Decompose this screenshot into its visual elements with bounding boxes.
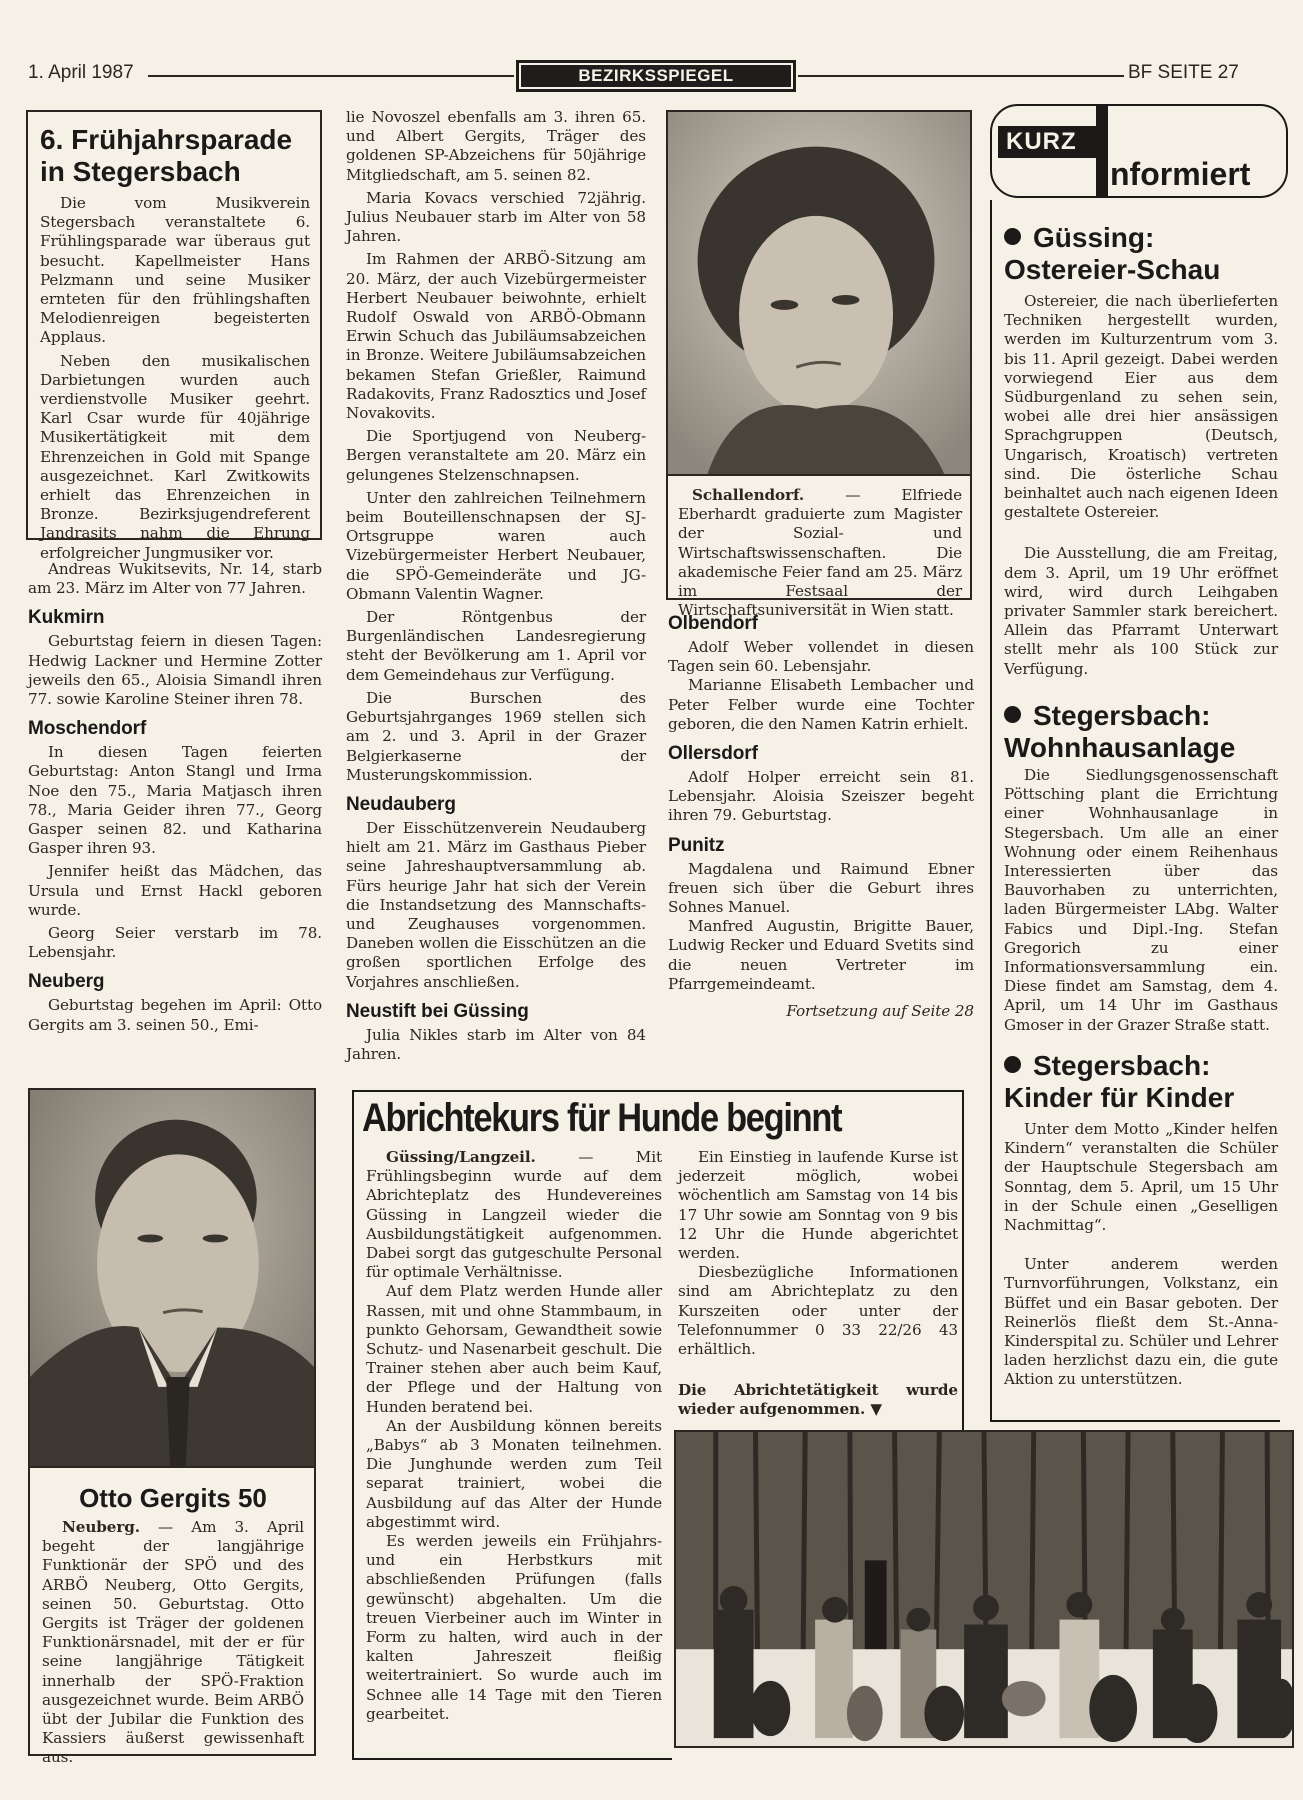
article-title: Otto Gergits 50	[79, 1483, 267, 1513]
paragraph: Ostereier, die nach überlieferten Techniken hergestellt wurden, werden im Kulturzentrum vom 3. bis 11. April gezeigt. Dabei werden vorwiegend Eier aus dem Südburgenland zu sehen sein, wobei alle drei hier ansässigen Sprachgruppen (Deutsch, Ungarisch, Kroatisch) vertreten sind. Die österliche Schau beinhaltet auch nach eigenen Ideen gestaltete Ostereier.	[1004, 292, 1278, 522]
item-title-line-2: Ostereier-Schau	[1004, 254, 1221, 285]
photo-box-eberhardt	[666, 110, 972, 620]
article-text: — Mit Frühlingsbeginn wurde auf dem Abrichteplatz des Hundevereines Güssing in Langzeil wieder die Ausbildungstätigkeit aufgenommen. Dabei sorgt das gutgeschulte Personal für optimale Verhältnisse.	[366, 1148, 662, 1282]
article-otto-gergits	[28, 1088, 316, 1767]
section-heading-neustift: Neustift bei Güssing	[346, 1000, 529, 1022]
abrichte-border-left	[352, 1090, 354, 1760]
abrichte-border-top	[352, 1090, 964, 1092]
section-heading-neudauberg: Neudauberg	[346, 793, 456, 815]
kurz-border-bottom	[990, 1420, 1280, 1422]
paragraph: Unter dem Motto „Kinder helfen Kindern“ veranstalten die Schüler der Hauptschule Stegersbach am Sonntag, dem 5. April, um 15 Uhr in der Schule einen „Geselligen Nachmittag“.	[1004, 1120, 1278, 1235]
title-line-1: 6. Frühjahrsparade	[40, 124, 293, 155]
logo-i-bar	[1096, 104, 1108, 198]
section-badge: BEZIRKSSPIEGEL	[516, 60, 796, 92]
portrait-image-icon	[30, 1090, 314, 1466]
portrait-photo-gergits	[28, 1088, 316, 1468]
paragraph: Adolf Weber vollendet in diesen Tagen sein 60. Lebensjahr.	[668, 638, 974, 676]
abrichte-border-bottom	[352, 1758, 672, 1760]
paragraph: Unter den zahlreichen Teilnehmern beim Bouteillenschnapsen der SJ-Ortsgruppe waren auch Vizebürgermeister Herbert Neubauer, die SPÖ-Gemeinderäte und JG-Obmann Valentin Wagner.	[346, 488, 646, 603]
paragraph: Der Röntgenbus der Burgenländischen Landesregierung steht der Bevölkerung am 1. April vor dem Gemeindehaus zur Verfügung.	[346, 608, 646, 684]
logo-informiert: nformiert	[1110, 156, 1251, 192]
portrait-photo-eberhardt	[666, 110, 972, 476]
item-title-line-1: Stegersbach:	[1033, 1050, 1211, 1081]
article-lead: Neuberg.	[62, 1518, 140, 1536]
paragraph: Ein Einstieg in laufende Kurse ist jederzeit möglich, wobei wöchentlich am Samstag von 14 bis 17 Uhr sowie am Sonntag von 9 bis 12 Uhr die Hunde abgerichtet werden.	[678, 1148, 958, 1263]
photo-dog-training	[674, 1430, 1294, 1748]
kurz-item-kinder	[1004, 1050, 1278, 1390]
section-heading-kukmirn: Kukmirn	[28, 607, 105, 629]
section-heading-punitz: Punitz	[668, 834, 725, 856]
paragraph: Im Rahmen der ARBÖ-Sitzung am 20. März, der auch Vizebürgermeister Herbert Neubauer beiwohnte, erhielt Rudolf Oswald von ARBÖ-Obmann Erwin Schuch das Jubiläumsabzeichen in Bronze. Weitere Jubiläumsabzeichen bekamen Stefan Grießler, Raimund Radakovits, Franz Radosztics und Josef Novakovits.	[346, 250, 646, 423]
paragraph: Es werden jeweils ein Frühjahrs- und ein Herbstkurs mit abschließenden Prüfungen (falls gewünscht) abgehalten. Um die treuen Vierbeiner auch im Winter in Form zu halten, wird auch in der kalten Jahreszeit fleißig weitertrainiert. So wurde auch im Schnee alle 14 Tage mit den Tieren gearbeitet.	[366, 1532, 662, 1723]
paragraph: Der Eisschützenverein Neudauberg hielt am 21. März im Gasthaus Pieber seine Jahreshauptversammlung ab. Fürs heurige Jahr hat sich der Verein die Instandsetzung des Mannschafts- und Zeughauses vorgenommen. Daneben wollen die Eisschützen an die großen sportlichen Erfolge des Vorjahres anschließen.	[346, 818, 646, 991]
photo-caption: Die Abrichtetätigkeit wurde wieder aufgenommen. ▼	[678, 1381, 958, 1419]
paragraph: An der Ausbildung können bereits „Babys“ ab 3 Monaten teilnehmen. Die Junghunde werden zum Teil separat trainiert, wobei die Ausbildung auf das Alter der Hunde abgestimmt wird.	[366, 1416, 662, 1531]
paragraph: Geburtstag feiern in diesen Tagen: Hedwig Lackner und Hermine Zotter jeweils den 65., Aloisia Simandl ihren 77. sowie Karoline Steiner ihren 78.	[28, 632, 322, 709]
header-rule-left	[148, 75, 514, 77]
group-photo-icon	[676, 1432, 1292, 1746]
paragraph: Auf dem Platz werden Hunde aller Rassen, mit und ohne Stammbaum, in punkto Gehorsam, Gewandtheit sowie Schutz- und Nasenarbeit geschult. Die Trainer stehen aber auch beim Kauf, der Pflege und der Haltung von Hunden beratend bei.	[366, 1282, 662, 1416]
paragraph: Maria Kovacs verschied 72jährig. Julius Neubauer starb im Alter von 58 Jahren.	[346, 188, 646, 246]
caption-text: — Elfriede Eberhardt graduierte zum Magister der Sozial- und Wirtschaftswissenschaften. Die akademische Feier fand am 25. März im Festsaal der Wirtschaftsuniversität in Wien statt.	[678, 486, 962, 620]
section-heading-ollersdorf: Ollersdorf	[668, 743, 758, 765]
section-heading-olbendorf: Olbendorf	[668, 613, 758, 634]
paragraph: Die Burschen des Geburtsjahrganges 1969 stellen sich am 2. und 3. April in der Grazer Belgierkaserne der Musterungskommission.	[346, 688, 646, 784]
abrichte-border-right	[962, 1090, 964, 1430]
article-lead: Güssing/Langzeil.	[386, 1148, 536, 1166]
title-line-2: in Stegersbach	[40, 156, 241, 187]
paragraph: Marianne Elisabeth Lembacher und Peter Felber wurde eine Tochter geboren, die den Namen Katrin erhielt.	[668, 676, 974, 733]
article-body	[40, 194, 310, 563]
item-title-line-1: Güssing:	[1033, 222, 1155, 253]
paragraph: Jennifer heißt das Mädchen, das Ursula und Ernst Hackl geboren wurde.	[28, 862, 322, 919]
page-number: BF SEITE 27	[1128, 62, 1239, 83]
paragraph: lie Novoszel ebenfalls am 3. ihren 65. und Albert Gergits, Träger des goldenen SP-Abzeichens für 50jährige Mitgliedschaft, am 5. seinen 82.	[346, 108, 646, 184]
section-heading-neuberg: Neuberg	[28, 971, 105, 993]
paragraph: Magdalena und Raimund Ebner freuen sich über die Geburt ihres Sohnes Manuel.	[668, 859, 974, 917]
kurz-informiert-logo	[990, 104, 1290, 200]
caption-lead: Schallendorf.	[692, 486, 805, 504]
article-title: Abrichtekurs für Hunde beginnt	[362, 1096, 842, 1140]
photo-caption	[678, 486, 962, 620]
portrait-image-icon	[668, 112, 970, 474]
item-title-line-2: Wohnhausanlage	[1004, 732, 1236, 763]
bullet-icon	[1004, 706, 1021, 723]
issue-date: 1. April 1987	[28, 62, 134, 83]
kurz-item-ostereier	[1004, 222, 1278, 679]
paragraph: Unter anderem werden Turnvorführungen, Volkstanz, ein Büffet und ein Basar geboten. Der Reinerlös fließt dem St.-Anna-Kinderspital zu. Schüler und Lehrer laden herzlichst dazu ein, die gute Aktion zu unterstützen.	[1004, 1255, 1278, 1389]
bullet-icon	[1004, 228, 1021, 245]
paragraph: Andreas Wukitsevits, Nr. 14, starb am 23. März im Alter von 77 Jahren.	[28, 560, 322, 598]
logo-kurz: KURZ	[998, 126, 1100, 158]
kurz-border-left	[990, 200, 992, 1422]
paragraph: Adolf Holper erreicht sein 81. Lebensjahr. Aloisia Szeiszer begeht ihren 79. Geburtstag.	[668, 768, 974, 825]
abrichte-column-2	[678, 1148, 958, 1420]
article-fruehjahrsparade	[26, 110, 322, 562]
paragraph: Manfred Augustin, Brigitte Bauer, Ludwig Recker und Eduard Svetits sind die neuen Vertreter im Pfarrgemeindeamt.	[668, 917, 974, 993]
paragraph: Die Siedlungsgenossenschaft Pöttsching plant die Errichtung einer Wohnhausanlage in Stegersbach. Um alle an einer Wohnung oder einem Reihenhaus Interessierten über das Bauvorhaben zu unterrichten, laden Bürgermeister LAbg. Walter Fabics und Dipl.-Ing. Stefan Gregorich zu einer Informationsversammlung ein. Diese findet am Samstag, dem 4. April, um 14 Uhr im Gasthaus Gmoser in der Grazer Straße statt.	[1004, 766, 1278, 1034]
paragraph: Die vom Musikverein Stegersbach veranstaltete 6. Frühlingsparade war überaus gut besucht. Kapellmeister Hans Pelzmann und seine Musiker ernteten für den frühlingshaften Melodienreigen begeisterten Applaus.	[40, 194, 310, 347]
bullet-icon	[1004, 1056, 1021, 1073]
article-text: — Am 3. April begeht der langjährige Funktionär der SPÖ und des ARBÖ Neuberg, Otto Gergits, seinen 50. Geburtstag. Otto Gergits ist Träger der goldenen Funktionärsnadel, mit der er für seine langjährige Tätigkeit innerhalb der SPÖ-Fraktion ausgezeichnet wurde. Beim ARBÖ übt der Jubilar die Funktion des Kassiers äußerst gewissenhaft aus.	[42, 1518, 304, 1767]
column-2-news	[346, 108, 646, 1064]
continuation-note: Fortsetzung auf Seite 28	[786, 1002, 974, 1021]
column-3-news	[668, 612, 974, 1021]
article-title	[40, 124, 310, 188]
paragraph: Geburtstag begehen im April: Otto Gergits am 3. seinen 50., Emi-	[28, 996, 322, 1034]
item-title-line-1: Stegersbach:	[1033, 700, 1211, 731]
kurz-item-wohnhausanlage	[1004, 700, 1278, 1035]
paragraph: Neben den musikalischen Darbietungen wurden auch verdienstvolle Musiker geehrt. Karl Csar wurde für 40jährige Musikertätigkeit mit dem Ehrenzeichen in Gold mit Spange ausgezeichnet. Karl Zwitkowits erhielt das Ehrenzeichen in Bronze. Bezirksjugendreferent Jandrasits nahm die Ehrung erfolgreicher Jungmusiker vor.	[40, 351, 310, 562]
paragraph: Diesbezügliche Informationen sind am Abrichteplatz zu den Kurszeiten oder unter der Telefonnummer 0 33 22/26 43 erhältlich.	[678, 1263, 958, 1359]
item-title-line-2: Kinder für Kinder	[1004, 1082, 1235, 1113]
section-heading-moschendorf: Moschendorf	[28, 718, 147, 740]
paragraph: Die Ausstellung, die am Freitag, dem 3. April, um 19 Uhr eröffnet wird, wird durch Leihgaben privater Sammler stark bereichert. Allein das Pfarramt Unterwart stellt mehr als 100 Stück zur Verfügung.	[1004, 544, 1278, 678]
paragraph: Die Sportjugend von Neuberg-Bergen veranstaltete am 20. März ein gelungenes Stelzenschnapsen.	[346, 427, 646, 484]
paragraph: In diesen Tagen feierten Geburtstag: Anton Stangl und Irma Noe den 75., Maria Matjasch ihren 78., Maria Geider ihren 77., Georg Gasper seinen 82. und Katharina Gasper ihren 93.	[28, 743, 322, 858]
paragraph: Georg Seier verstarb im 78. Lebensjahr.	[28, 924, 322, 962]
paragraph: Julia Nikles starb im Alter von 84 Jahren.	[346, 1025, 646, 1063]
column-1-news	[28, 560, 322, 1035]
abrichte-column-1	[366, 1148, 662, 1724]
header-rule-right	[798, 75, 1124, 77]
